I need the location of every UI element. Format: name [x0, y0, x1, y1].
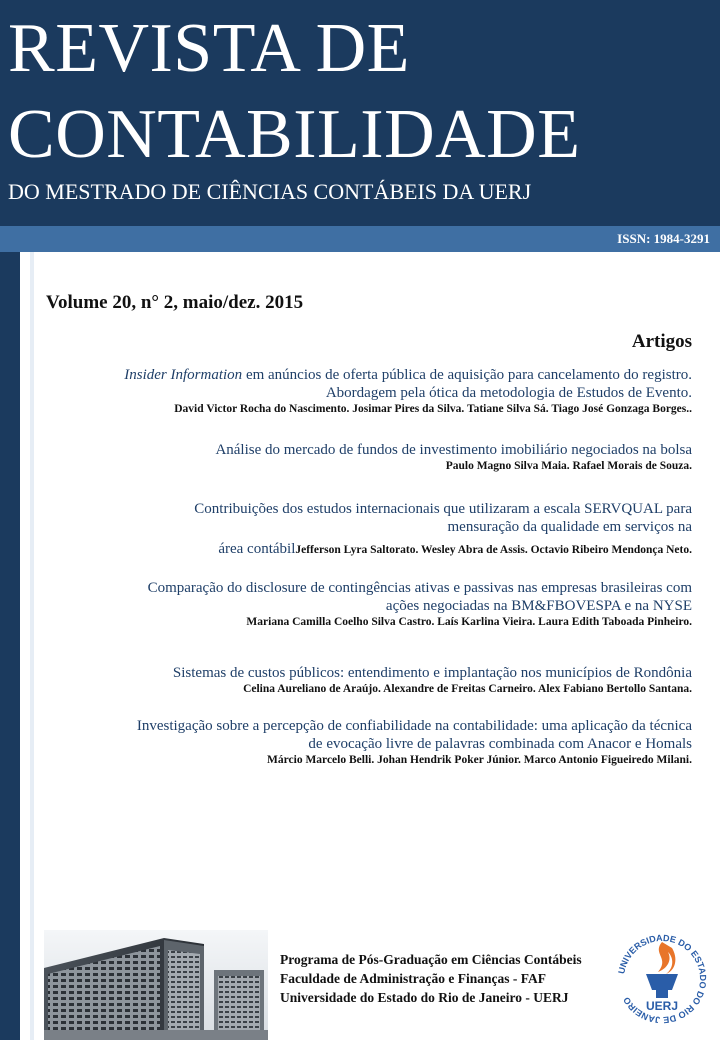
logo-ring-text: UNIVERSIDADE DO ESTADO DO RIO DE JANEIRO	[616, 932, 709, 1026]
issn-band	[0, 226, 720, 252]
article-title-line[interactable]: mensuração da qualidade em serviços na	[447, 519, 692, 535]
article-authors: Márcio Marcelo Belli. Johan Hendrik Poker Júnior. Marco Antonio Figueiredo Milani.	[267, 754, 692, 766]
article-title[interactable]: Contribuições dos estudos internacionais que utilizaram a escala SERVQUAL para	[194, 501, 692, 517]
article-title[interactable]	[40, 366, 692, 384]
article-authors: Jefferson Lyra Saltorato. Wesley Abra de Assis. Octavio Ribeiro Mendonça Neto.	[295, 544, 692, 556]
article-authors: Mariana Camilla Coelho Silva Castro. Laís Karlina Vieira. Laura Edith Taboada Pinheiro.	[246, 616, 692, 628]
article-title-authors-line	[40, 540, 692, 559]
logo-text: UERJ	[645, 999, 679, 1013]
article-item[interactable]	[40, 366, 692, 417]
section-heading: Artigos	[631, 331, 692, 352]
article-authors: Celina Aureliano de Araújo. Alexandre de Freitas Carneiro. Alex Fabiano Bertollo Santana.	[243, 683, 692, 695]
uerj-logo	[612, 924, 712, 1034]
article-title-line[interactable]: área contábil	[218, 541, 296, 557]
article-item[interactable]	[40, 579, 692, 630]
article-title[interactable]: Investigação sobre a percepção de confiabilidade na contabilidade: uma aplicação da técnica	[136, 718, 692, 734]
article-item[interactable]	[40, 717, 692, 768]
cover-footer	[0, 928, 720, 1040]
article-title-italic[interactable]: Insider Information	[124, 367, 243, 383]
article-title-line[interactable]: Abordagem pela ótica da metodologia de Estudos de Evento.	[325, 385, 692, 401]
article-title[interactable]: Análise do mercado de fundos de investimento imobiliário negociados na bolsa	[215, 442, 692, 458]
article-title-line[interactable]: ações negociadas na BM&FBOVESPA e na NYSE	[385, 598, 692, 614]
program-line: Programa de Pós-Graduação em Ciências Contábeis	[280, 952, 582, 967]
faculty-line: Faculdade de Administração e Finanças - FAF	[280, 971, 546, 986]
left-sidebar-line	[30, 252, 34, 1040]
program-info	[280, 950, 582, 1007]
article-title-line[interactable]: de evocação livre de palavras combinada com Anacor e Homals	[308, 736, 692, 752]
left-sidebar-bar	[0, 252, 20, 1040]
article-authors: Paulo Magno Silva Maia. Rafael Morais de Souza.	[445, 460, 692, 472]
issn-label: ISSN: 1984-3291	[617, 231, 710, 246]
university-line: Universidade do Estado do Rio de Janeiro - UERJ	[280, 990, 569, 1005]
university-building-photo	[44, 930, 268, 1040]
article-title[interactable]: Comparação do disclosure de contingências ativas e passivas nas empresas brasileiras com	[147, 580, 692, 596]
journal-title-line2: CONTABILIDADE	[8, 96, 581, 173]
article-item[interactable]	[40, 441, 692, 474]
article-title-line[interactable]: em anúncios de oferta pública de aquisição para cancelamento do registro.	[242, 367, 692, 383]
article-item[interactable]	[40, 664, 692, 697]
article-title[interactable]: Sistemas de custos públicos: entendimento e implantação nos municípios de Rondônia	[172, 665, 692, 681]
journal-subtitle: DO MESTRADO DE CIÊNCIAS CONTÁBEIS DA UERJ	[8, 179, 532, 204]
issue-volume: Volume 20, n° 2, maio/dez. 2015	[46, 292, 304, 313]
article-item[interactable]	[40, 500, 692, 559]
article-authors: David Victor Rocha do Nascimento. Josimar Pires da Silva. Tatiane Silva Sá. Tiago José Gonzaga Borges..	[174, 403, 692, 415]
journal-header	[0, 0, 720, 226]
article-list	[40, 366, 692, 768]
journal-title-line1: REVISTA DE	[8, 10, 410, 87]
